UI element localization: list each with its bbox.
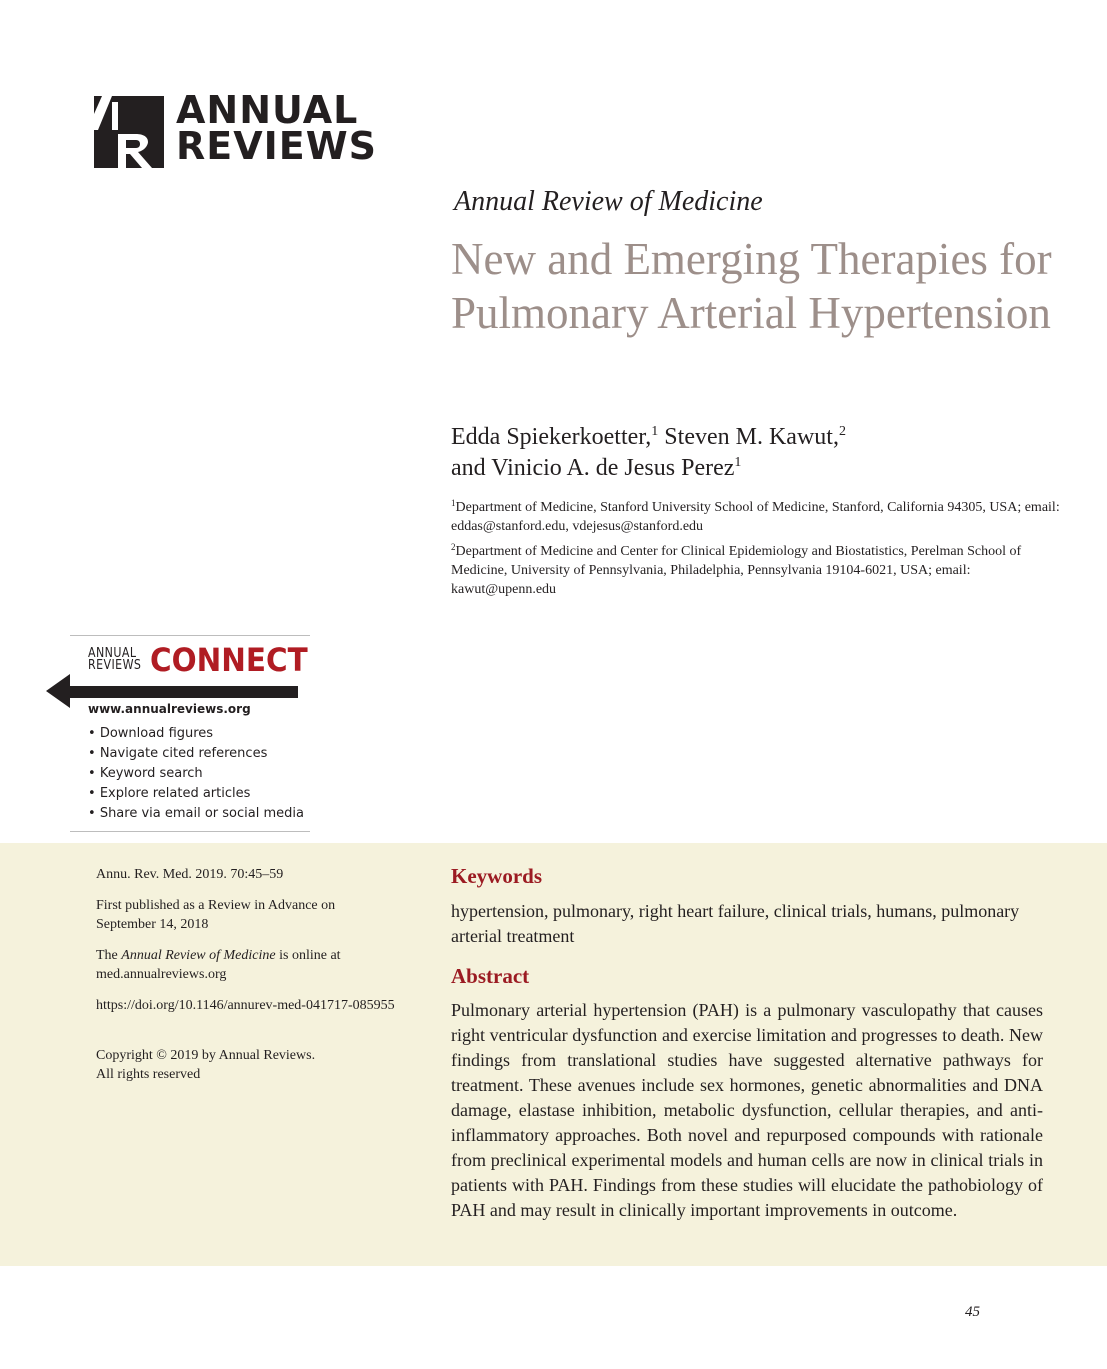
journal-name: Annual Review of Medicine xyxy=(454,186,763,217)
rights-line: All rights reserved xyxy=(96,1067,201,1082)
annual-reviews-logo xyxy=(94,88,378,168)
online-text-pre: The xyxy=(96,948,122,963)
affiliation-2-text: Department of Medicine and Center for Clinical Epidemiology and Biostatistics, Perelman School of Medicine, University of Pennsylvania, Philadelphia, Pennsylvania 19104-6021, USA; email: kawut@upenn.edu xyxy=(451,544,1022,597)
connect-title: CONNECT xyxy=(150,641,308,679)
list-item: • Explore related articles xyxy=(88,784,304,804)
list-item: • Keyword search xyxy=(88,764,304,784)
author-1-affil: 1 xyxy=(651,424,659,439)
connect-url-link[interactable]: www.annualreviews.org xyxy=(88,702,251,716)
abstract-text: Pulmonary arterial hypertension (PAH) is a pulmonary vasculopathy that causes right ventricular dysfunction and exercise limitation and progresses to death. New findings from translational studies have suggested alternative pathways for treatment. These avenues include sex hormones, genetic abnormalities and DNA damage, elastase inhibition, metabolic dysfunction, cellular therapies, and anti-inflammatory approaches. Both novel and repurposed compounds with rationale from preclinical experimental models and human cells are now in clinical trials in patients with PAH. Findings from these studies will elucidate the pathobiology of PAH and may result in clinically important improvements in outcome. xyxy=(451,1000,1043,1220)
connect-small-line-2: REVIEWS xyxy=(88,658,142,673)
affiliation-2 xyxy=(451,542,1061,599)
author-3-affil: 1 xyxy=(734,455,742,470)
list-item: • Share via email or social media xyxy=(88,804,304,824)
affiliation-1-marker: 1 xyxy=(451,498,456,508)
affiliation-2-marker: 2 xyxy=(451,542,456,552)
citation-info: Annu. Rev. Med. 2019. 70:45–59 xyxy=(96,867,284,882)
keywords-heading: Keywords xyxy=(451,864,542,888)
list-item: • Download figures xyxy=(88,724,304,744)
online-text-post: is online at med.annualreviews.org xyxy=(96,948,341,982)
online-journal-name: Annual Review of Medicine xyxy=(121,948,276,963)
connect-annual-reviews-label xyxy=(88,648,141,672)
annual-reviews-connect-box[interactable] xyxy=(70,635,310,832)
ar-logo-mark-icon xyxy=(94,96,164,168)
connect-small-line-1: ANNUAL xyxy=(88,646,137,661)
page-number: 45 xyxy=(965,1304,980,1320)
logo-line-2: REVIEWS xyxy=(176,124,378,168)
affiliation-1 xyxy=(451,498,1061,536)
abstract-heading: Abstract xyxy=(451,964,530,988)
author-3: and Vinicio A. de Jesus Perez xyxy=(451,455,735,481)
author-1: Edda Spiekerkoetter, xyxy=(451,424,652,450)
online-availability xyxy=(96,946,396,984)
doi-link[interactable]: https://doi.org/10.1146/annurev-med-041717-085955 xyxy=(96,998,395,1013)
logo-line-1: ANNUAL xyxy=(176,88,359,132)
connect-feature-list xyxy=(88,724,304,824)
keywords-text: hypertension, pulmonary, right heart failure, clinical trials, humans, pulmonary arterial treatment xyxy=(451,901,1020,946)
article-title: New and Emerging Therapies for Pulmonary Arterial Hypertension xyxy=(451,234,1052,338)
copyright-notice xyxy=(96,1046,396,1084)
author-2-affil: 2 xyxy=(838,424,846,439)
author-2: Steven M. Kawut, xyxy=(658,424,839,450)
publication-date: First published as a Review in Advance on September 14, 2018 xyxy=(96,898,336,932)
copyright-line: Copyright © 2019 by Annual Reviews. xyxy=(96,1048,316,1063)
affiliation-1-text: Department of Medicine, Stanford University School of Medicine, Stanford, California 94305, USA; email: eddas@stanford.edu, vdejesus@stanford.edu xyxy=(451,500,1060,534)
list-item: • Navigate cited references xyxy=(88,744,304,764)
author-list xyxy=(451,422,1071,484)
